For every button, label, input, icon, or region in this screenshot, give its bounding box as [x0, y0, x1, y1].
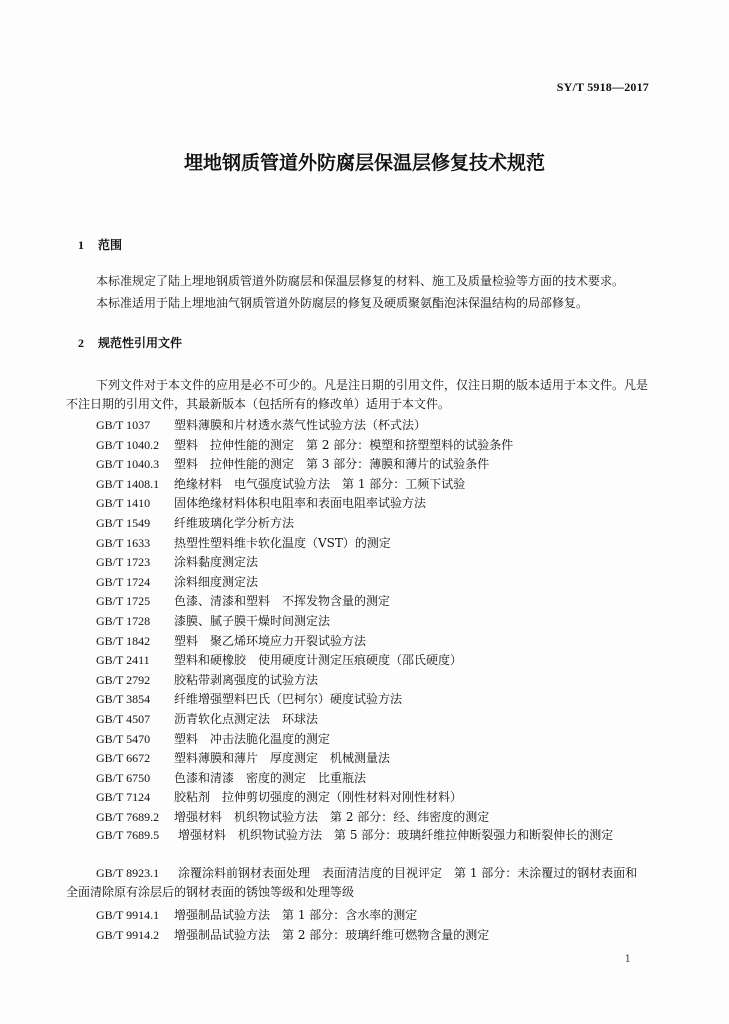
- reference-code: GB/T 1040.2: [96, 438, 160, 452]
- reference-title: 沥青软化点测定法 环球法: [174, 712, 319, 726]
- reference-code: GB/T 9914.1: [96, 908, 160, 922]
- page-number: 1: [624, 954, 631, 965]
- reference-item: [96, 553, 258, 570]
- reference-item: [96, 769, 366, 786]
- reference-code: GB/T 1725: [96, 594, 151, 608]
- section-title: 规范性引用文件: [98, 336, 183, 350]
- reference-title: 纤维增强塑料巴氏（巴柯尔）硬度试验方法: [174, 692, 403, 706]
- reference-item: [96, 475, 465, 492]
- reference-item: [96, 749, 390, 766]
- reference-code: GB/T 7689.2: [96, 810, 160, 824]
- reference-title: 塑料薄膜和片材透水蒸气性试验方法（杯式法）: [174, 418, 427, 432]
- reference-title: 绝缘材料 电气强度试验方法 第 1 部分：工频下试验: [174, 477, 466, 491]
- reference-title: 塑料和硬橡胶 使用硬度计测定压痕硬度（邵氏硬度）: [174, 653, 463, 667]
- reference-item-wrapped: [66, 826, 644, 845]
- reference-item: [96, 416, 426, 433]
- reference-title: 色漆、清漆和塑料 不挥发物含量的测定: [174, 594, 391, 608]
- reference-code: GB/T 3854: [96, 692, 151, 706]
- reference-title: 热塑性塑料维卡软化温度（VST）的测定: [174, 536, 391, 550]
- reference-code: GB/T 1842: [96, 634, 151, 648]
- reference-item: [96, 632, 366, 649]
- reference-code: GB/T 1723: [96, 555, 151, 569]
- reference-code: GB/T 6750: [96, 771, 151, 785]
- reference-code: GB/T 5470: [96, 732, 151, 746]
- reference-title: 增强制品试验方法 第 2 部分：玻璃纤维可燃物含量的测定: [174, 928, 490, 942]
- scope-paragraph-2: 本标准适用于陆上埋地油气钢质管道外防腐层的修复及硬质聚氨酯泡沫保温结构的局部修复。: [96, 296, 589, 310]
- reference-title: 胶粘带剥离强度的试验方法: [174, 673, 319, 687]
- reference-code: GB/T 7689.5: [96, 828, 160, 842]
- section-2-heading: [78, 334, 182, 351]
- reference-item: [96, 534, 391, 551]
- reference-item: [96, 788, 462, 805]
- reference-item: [96, 690, 402, 707]
- references-intro: 下列文件对于本文件的应用是必不可少的。凡是注日期的引用文件，仅注日期的版本适用于本文件。凡是不注日期的引用文件，其最新版本（包括所有的修改单）适用于本文件。: [66, 378, 649, 411]
- reference-code: GB/T 1040.3: [96, 457, 160, 471]
- reference-item: [96, 651, 462, 668]
- reference-code: GB/T 1633: [96, 536, 151, 550]
- reference-code: GB/T 1408.1: [96, 477, 160, 491]
- document-title: 埋地钢质管道外防腐层保温层修复技术规范: [183, 152, 545, 174]
- reference-code: GB/T 1728: [96, 614, 151, 628]
- reference-item: [96, 730, 330, 747]
- reference-title: 胶粘剂 拉伸剪切强度的测定（刚性材料对刚性材料）: [174, 790, 463, 804]
- reference-item: [96, 514, 294, 531]
- reference-item: [96, 906, 417, 923]
- section-number: 1: [78, 238, 84, 252]
- reference-title: 塑料 拉伸性能的测定 第 2 部分：模塑和挤塑塑料的试验条件: [174, 438, 514, 452]
- reference-title: 涂料黏度测定法: [174, 555, 259, 569]
- scope-paragraph-1: 本标准规定了陆上埋地钢质管道外防腐层和保温层修复的材料、施工及质量检验等方面的技术要求。: [96, 274, 625, 288]
- reference-item: [96, 436, 513, 453]
- reference-title: 塑料薄膜和薄片 厚度测定 机械测量法: [174, 751, 391, 765]
- reference-item: [96, 808, 489, 825]
- reference-item: [96, 455, 489, 472]
- reference-item: [96, 494, 426, 511]
- reference-title: 纤维玻璃化学分析方法: [174, 516, 295, 530]
- reference-title: 塑料 拉伸性能的测定 第 3 部分：薄膜和薄片的试验条件: [174, 457, 490, 471]
- reference-code: GB/T 1037: [96, 418, 151, 432]
- reference-code: GB/T 2792: [96, 673, 151, 687]
- standard-code: SY/T 5918—2017: [556, 80, 649, 94]
- reference-code: GB/T 7124: [96, 790, 151, 804]
- reference-title: 涂覆涂料前钢材表面处理 表面清洁度的目视评定 第 1 部分：未涂覆过的钢材表面和全面清除原有涂层后的钢材表面的锈蚀等级和处理等级: [66, 866, 638, 899]
- reference-title: 增强材料 机织物试验方法 第 2 部分：经、纬密度的测定: [174, 810, 490, 824]
- reference-item: [96, 612, 330, 629]
- reference-title: 增强材料 机织物试验方法 第 5 部分：玻璃纤维拉伸断裂强力和断裂伸长的测定: [178, 828, 614, 842]
- reference-item: [96, 926, 489, 943]
- reference-title: 塑料 冲击法脆化温度的测定: [174, 732, 331, 746]
- reference-item: [96, 710, 318, 727]
- reference-title: 塑料 聚乙烯环境应力开裂试验方法: [174, 634, 367, 648]
- reference-item: [96, 592, 390, 609]
- reference-item: [96, 671, 318, 688]
- reference-code: GB/T 9914.2: [96, 928, 160, 942]
- reference-title: 固体绝缘材料体积电阻率和表面电阻率试验方法: [174, 496, 427, 510]
- reference-title: 色漆和清漆 密度的测定 比重瓶法: [174, 771, 367, 785]
- reference-code: GB/T 8923.1: [96, 866, 160, 880]
- reference-code: GB/T 1410: [96, 496, 151, 510]
- section-number: 2: [78, 336, 84, 350]
- reference-item: [96, 573, 258, 590]
- section-title: 范围: [98, 238, 123, 252]
- reference-code: GB/T 6672: [96, 751, 151, 765]
- reference-code: GB/T 1724: [96, 575, 151, 589]
- reference-title: 漆膜、腻子膜干燥时间测定法: [174, 614, 331, 628]
- reference-code: GB/T 1549: [96, 516, 151, 530]
- reference-title: 涂料细度测定法: [174, 575, 259, 589]
- reference-item-wrapped: [66, 864, 644, 902]
- section-1-heading: [78, 236, 122, 253]
- reference-title: 增强制品试验方法 第 1 部分：含水率的测定: [174, 908, 418, 922]
- reference-code: GB/T 2411: [96, 653, 150, 667]
- reference-code: GB/T 4507: [96, 712, 151, 726]
